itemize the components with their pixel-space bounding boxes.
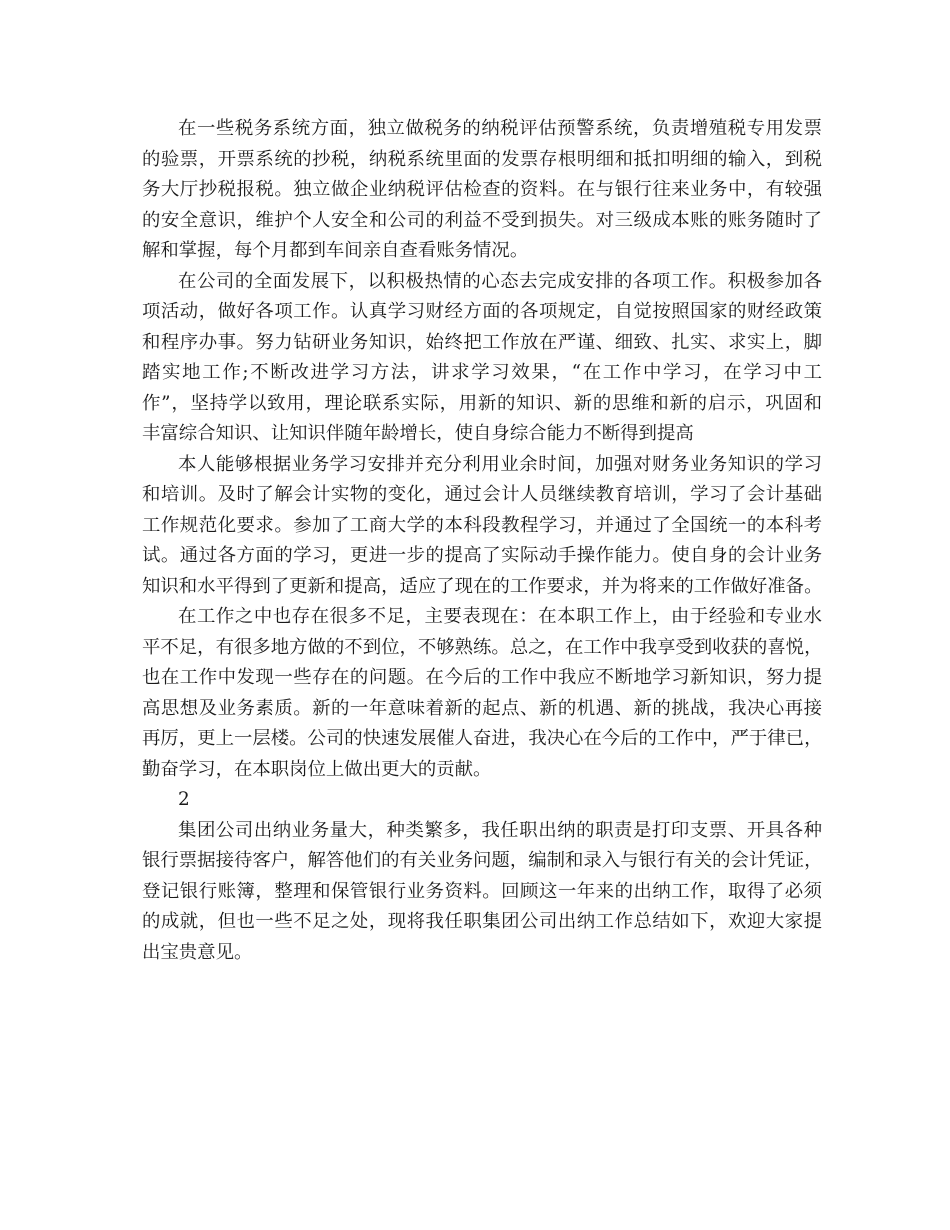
paragraph-line: 出宝贵意见。: [142, 941, 253, 963]
paragraph-line: 丰富综合知识、让知识伴随年龄增长，使自身综合能力不断得到提高: [142, 423, 694, 444]
paragraph-line: 在公司的全面发展下，以积极热情的心态去完成安排的各项工作。积极参加各: [178, 270, 822, 292]
paragraph-line: 知识和水平得到了更新和提高，适应了现在的工作要求，并为将来的工作做好准备。: [142, 575, 823, 597]
paragraph-2: [142, 267, 822, 450]
paragraph-line: 勤奋学习，在本职岗位上做出更大的贡献。: [142, 758, 492, 780]
paragraph-line: 务大厅抄税报税。独立做企业纳税评估检查的资料。在与银行往来业务中，有较强: [142, 179, 822, 200]
paragraph-line: 在一些税务系统方面，独立做税务的纳税评估预警系统，负责增殖税专用发票: [178, 118, 822, 139]
paragraph-line: 本人能够根据业务学习安排并充分利用业余时间，加强对财务业务知识的学习: [178, 453, 822, 475]
paragraph-line: 集团公司出纳业务量大，种类繁多，我任职出纳的职责是打印支票、开具各种: [178, 819, 822, 841]
paragraph-line: 银行票据接待客户，解答他们的有关业务问题，编制和录入与银行有关的会计凭证，: [142, 850, 823, 871]
paragraph-line: 试。通过各方面的学习，更进一步的提高了实际动手操作能力。使自身的会计业务: [142, 545, 822, 566]
paragraph-4: [142, 602, 822, 785]
paragraph-line: 工作规范化要求。参加了工商大学的本科段教程学习，并通过了全国统一的本科考: [142, 514, 822, 536]
section-number-text: 2: [178, 789, 190, 810]
section-number: [142, 785, 822, 816]
paragraph-line: 高思想及业务素质。新的一年意味着新的起点、新的机遇、新的挑战，我决心再接: [142, 697, 822, 719]
paragraph-line: 的验票，开票系统的抄税，纳税系统里面的发票存根明细和抵扣明细的输入，到税: [142, 148, 822, 170]
paragraph-line: 的安全意识，维护个人安全和公司的利益不受到损失。对三级成本账的账务随时了: [142, 209, 822, 231]
paragraph-3: [142, 450, 822, 603]
paragraph-1: [142, 114, 822, 267]
paragraph-line: 平不足，有很多地方做的不到位，不够熟练。总之，在工作中我享受到收获的喜悦，: [142, 636, 823, 658]
paragraph-line: 和培训。及时了解会计实物的变化，通过会计人员继续教育培训，学习了会计基础: [142, 484, 822, 505]
paragraph-line: 项活动，做好各项工作。认真学习财经方面的各项规定，自觉按照国家的财经政策: [142, 301, 822, 322]
paragraph-line: 和程序办事。努力钻研业务知识，始终把工作放在严谨、细致、扎实、求实上，脚: [142, 331, 822, 353]
paragraph-line: 作”，坚持学以致用，理论联系实际，用新的知识、新的思维和新的启示，巩固和: [142, 392, 822, 414]
paragraph-line: 登记银行账簿，整理和保管银行业务资料。回顾这一年来的出纳工作，取得了必须: [142, 880, 822, 902]
paragraph-5: [142, 816, 822, 969]
document-body: [142, 114, 822, 968]
paragraph-line: 再厉，更上一层楼。公司的快速发展催人奋进，我决心在今后的工作中，严于律已，: [142, 728, 823, 749]
paragraph-line: 踏实地工作;不断改进学习方法，讲求学习效果，“在工作中学习，在学习中工: [142, 362, 822, 383]
paragraph-line: 在工作之中也存在很多不足，主要表现在：在本职工作上，由于经验和专业水: [178, 606, 822, 627]
paragraph-line: 的成就，但也一些不足之处，现将我任职集团公司出纳工作总结如下，欢迎大家提: [142, 911, 822, 932]
paragraph-line: 解和掌握，每个月都到车间亲自查看账务情况。: [142, 240, 529, 261]
paragraph-line: 也在工作中发现一些存在的问题。在今后的工作中我应不断地学习新知识，努力提: [142, 667, 822, 688]
